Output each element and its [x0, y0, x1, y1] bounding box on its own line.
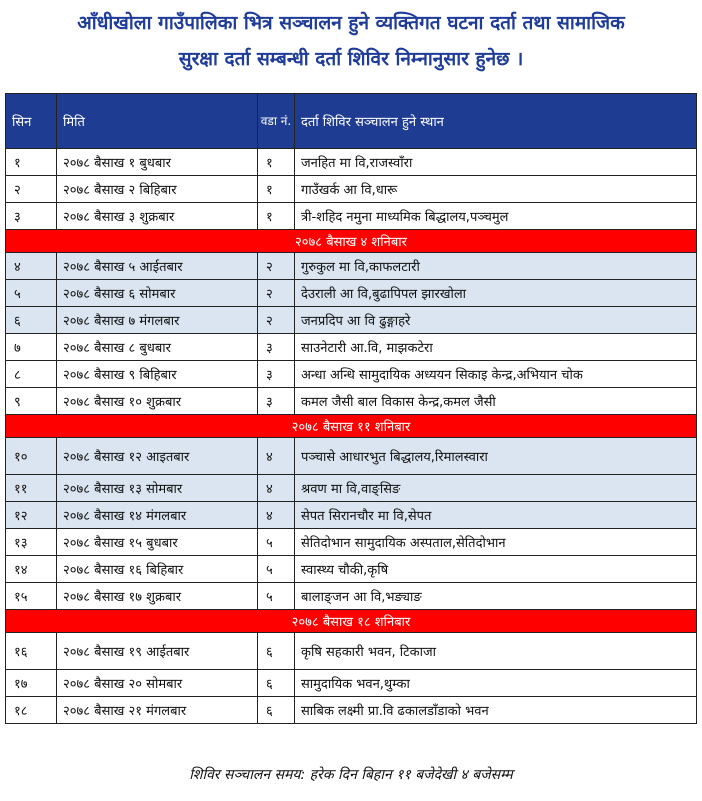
- place-cell: स्वास्थ्य चौकी,कृषि: [295, 556, 697, 583]
- ward-cell: २: [258, 280, 295, 307]
- date-cell: २०७८ बैसाख १६ बिहिबार: [57, 556, 258, 583]
- header-ward: वडा नं.: [258, 94, 295, 149]
- serial-cell: १४: [6, 556, 57, 583]
- date-cell: २०७८ बैसाख ३ शुक्रबार: [57, 203, 258, 230]
- heading-line-1: आँधीखोला गाउँपालिका भित्र सञ्चालन हुने व्यक्तिगत घटना दर्ता तथा सामाजिक: [77, 12, 625, 34]
- date-cell: २०७८ बैसाख ९ बिहिबार: [57, 361, 258, 388]
- place-cell: साउनेटारी आ.वि, माझकटेरा: [295, 334, 697, 361]
- table-row: [6, 388, 697, 415]
- ward-cell: ६: [258, 697, 295, 724]
- date-cell: २०७८ बैसाख १ बुधबार: [57, 149, 258, 176]
- serial-cell: ४: [6, 253, 57, 280]
- saturday-label: २०७८ बैसाख ४ शनिबार: [6, 230, 697, 253]
- table-row: [6, 670, 697, 697]
- ward-cell: २: [258, 253, 295, 280]
- place-cell: जनप्रदिप आ वि ढुङ्गाहरे: [295, 307, 697, 334]
- ward-cell: १: [258, 176, 295, 203]
- ward-cell: २: [258, 307, 295, 334]
- table-row: [6, 307, 697, 334]
- serial-cell: १०: [6, 438, 57, 475]
- date-cell: २०७८ बैसाख १९ आईतबार: [57, 633, 258, 670]
- serial-cell: १६: [6, 633, 57, 670]
- place-cell: पञ्चासे आधारभुत बिद्धालय,रिमालस्वारा: [295, 438, 697, 475]
- date-cell: २०७८ बैसाख १३ सोमबार: [57, 475, 258, 502]
- saturday-row: [6, 230, 697, 253]
- ward-cell: ३: [258, 334, 295, 361]
- serial-cell: १३: [6, 529, 57, 556]
- saturday-label: २०७८ बैसाख ११ शनिबार: [6, 415, 697, 438]
- serial-cell: ११: [6, 475, 57, 502]
- ward-cell: ४: [258, 438, 295, 475]
- table-row: [6, 556, 697, 583]
- ward-cell: ३: [258, 388, 295, 415]
- table-row: [6, 438, 697, 475]
- serial-cell: ७: [6, 334, 57, 361]
- camp-timing-note: शिविर सञ्चालन समय: हरेक दिन बिहान ११ बजेदेखी ४ बजेसम्म: [189, 767, 513, 783]
- serial-cell: ८: [6, 361, 57, 388]
- place-cell: श्रवण मा वि,वाङ्सिङ: [295, 475, 697, 502]
- ward-cell: ३: [258, 361, 295, 388]
- table-row: [6, 176, 697, 203]
- saturday-label: २०७८ बैसाख १८ शनिबार: [6, 610, 697, 633]
- serial-cell: १: [6, 149, 57, 176]
- header-date: मिति: [57, 94, 258, 149]
- header-place: दर्ता शिविर सञ्चालन हुने स्थान: [295, 94, 697, 149]
- place-cell: देउराली आ वि,बुढापिपल झारखोला: [295, 280, 697, 307]
- date-cell: २०७८ बैसाख १४ मंगलबार: [57, 502, 258, 529]
- date-cell: २०७८ बैसाख १७ शुक्रबार: [57, 583, 258, 610]
- place-cell: अन्धा अन्धि सामुदायिक अध्ययन सिकाइ केन्द्र,अभियान चोक: [295, 361, 697, 388]
- serial-cell: १२: [6, 502, 57, 529]
- serial-cell: २: [6, 176, 57, 203]
- table-row: [6, 633, 697, 670]
- place-cell: सेपत सिरानचौर मा वि,सेपत: [295, 502, 697, 529]
- table-row: [6, 334, 697, 361]
- serial-cell: ५: [6, 280, 57, 307]
- place-cell: गुरुकुल मा वि,काफलटारी: [295, 253, 697, 280]
- ward-cell: ६: [258, 670, 295, 697]
- table-row: [6, 253, 697, 280]
- date-cell: २०७८ बैसाख २० सोमबार: [57, 670, 258, 697]
- date-cell: २०७८ बैसाख ७ मंगलबार: [57, 307, 258, 334]
- ward-cell: १: [258, 149, 295, 176]
- table-row: [6, 149, 697, 176]
- date-cell: २०७८ बैसाख ५ आईतबार: [57, 253, 258, 280]
- date-cell: २०७८ बैसाख २१ मंगलबार: [57, 697, 258, 724]
- place-cell: सेतिदोभान सामुदायिक अस्पताल,सेतिदोभान: [295, 529, 697, 556]
- place-cell: सामुदायिक भवन,थुम्का: [295, 670, 697, 697]
- table-row: [6, 583, 697, 610]
- place-cell: साबिक लक्ष्मी प्रा.वि ढकालडाँडाको भवन: [295, 697, 697, 724]
- date-cell: २०७८ बैसाख ८ बुधबार: [57, 334, 258, 361]
- table-row: [6, 529, 697, 556]
- table-row: [6, 203, 697, 230]
- place-cell: बालाङ्जन आ वि,भङ्याङ: [295, 583, 697, 610]
- table-header-row: [6, 94, 697, 149]
- saturday-row: [6, 610, 697, 633]
- table-row: [6, 475, 697, 502]
- serial-cell: १७: [6, 670, 57, 697]
- ward-cell: ५: [258, 529, 295, 556]
- serial-cell: ९: [6, 388, 57, 415]
- date-cell: २०७८ बैसाख २ बिहिबार: [57, 176, 258, 203]
- place-cell: त्री-शहिद नमुना माध्यमिक बिद्धालय,पञ्चमुल: [295, 203, 697, 230]
- place-cell: जनहित मा वि,राजस्वाँरा: [295, 149, 697, 176]
- place-cell: गाउँखर्क आ वि,धारू: [295, 176, 697, 203]
- table-row: [6, 361, 697, 388]
- camp-schedule-table: [5, 93, 697, 724]
- ward-cell: ५: [258, 583, 295, 610]
- table-row: [6, 697, 697, 724]
- saturday-row: [6, 415, 697, 438]
- table-row: [6, 502, 697, 529]
- serial-cell: १८: [6, 697, 57, 724]
- table-row: [6, 280, 697, 307]
- ward-cell: ४: [258, 502, 295, 529]
- date-cell: २०७८ बैसाख ६ सोमबार: [57, 280, 258, 307]
- ward-cell: ६: [258, 633, 295, 670]
- place-cell: कृषि सहकारी भवन, टिकाजा: [295, 633, 697, 670]
- heading-line-2: सुरक्षा दर्ता सम्बन्धी दर्ता शिविर निम्नानुसार हुनेछ ।: [178, 48, 524, 70]
- date-cell: २०७८ बैसाख १० शुक्रबार: [57, 388, 258, 415]
- ward-cell: ५: [258, 556, 295, 583]
- serial-cell: १५: [6, 583, 57, 610]
- date-cell: २०७८ बैसाख १५ बुधबार: [57, 529, 258, 556]
- ward-cell: १: [258, 203, 295, 230]
- serial-cell: ३: [6, 203, 57, 230]
- serial-cell: ६: [6, 307, 57, 334]
- date-cell: २०७८ बैसाख १२ आइतबार: [57, 438, 258, 475]
- header-serial: सिन: [6, 94, 57, 149]
- ward-cell: ४: [258, 475, 295, 502]
- place-cell: कमल जैसी बाल विकास केन्द्र,कमल जैसी: [295, 388, 697, 415]
